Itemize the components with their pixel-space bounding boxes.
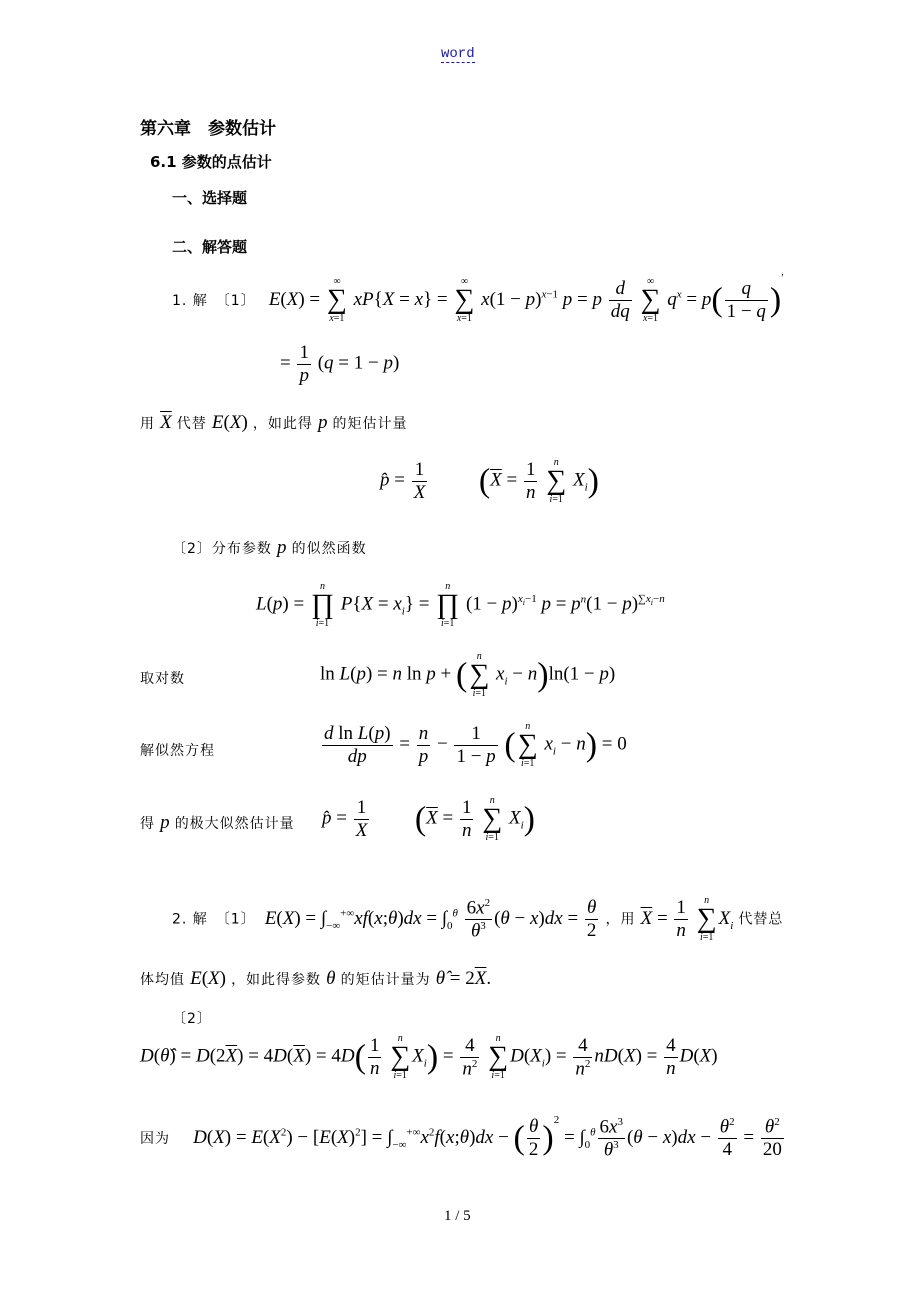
p2-moment-line: 体均值 E(X) ，如此得参数 θ 的矩估计量为 θ̂ = $2\overline{X}$. — [140, 968, 492, 989]
p1-log-label: 取对数 — [140, 671, 185, 687]
header-link[interactable]: word — [441, 46, 475, 62]
p2-label: 2. 解 〔1〕 — [172, 911, 256, 928]
p1-part1-equation: 1. 解 〔1〕 E(X) = ∞ ∑ x=1 xP{X = x} = ∞ ∑ x=1 $x(1 - p)^{x-1}$ p = p $\frac{d}{dq}$ ∞ ∑ x=1 $q^x = p$( $\frac{q}{1 - q}$ )′ — [172, 272, 784, 324]
p1-replace-line: 用 $\overline{X}$ 代替 E(X) ，如此得 p 的矩估计量 — [140, 412, 408, 433]
p2-part2-label: 〔2〕 — [172, 1011, 212, 1027]
p1-mle-label: 得 p 的极大似然估计量 — [140, 812, 295, 833]
chapter-title: 第六章 参数估计 — [140, 119, 276, 139]
p1-likelihood-equation: L(p) = n ∏ i=1 $P\{X = x_i\}$ = n ∏ i=1 $(1 - p)^{x_i-1}$ $p = p^n(1 - p)^{\sum x_i-n}$ — [256, 581, 665, 629]
page-number: 1 / 5 — [444, 1208, 471, 1224]
p1-part2-heading: 〔2〕分布参数 p 的似然函数 — [172, 537, 367, 558]
part-choice-heading: 一、选择题 — [172, 189, 248, 207]
p1-likelihood-derivative: $\frac{\text{d ln L(p)}}{dp}$ = $\frac{n}{p}$ − $\frac{1}{1 - p}$ ( n ∑ i=1 $x_i - n) = 0$ — [324, 721, 627, 769]
part-answer-heading: 二、解答题 — [172, 238, 248, 256]
p2-part1-equation: 2. 解 〔1〕 $E(X) = \int_{-\infty}^{+\infty}xf(x;\theta)dx = \int_0^\theta$ $\frac{6x^2}{\theta^3}$ (θ − x)dx = $\frac{\theta}{2}$ ，用 $\overline{X}$ = $\frac{1}{n}$ n ∑ i=1 $X_i$ 代替总 — [172, 895, 784, 943]
p1-part1-result: = $\frac{1}{p}$ (q = 1 − p) — [280, 342, 400, 386]
p1-moment-estimator: p̂ = $\frac{1}{X}$ ($\overline{X}$ = $\frac{1}{n}$ n ∑ i=1 $X_i$) — [380, 457, 599, 505]
p1-mle-estimator: p̂ = $\frac{1}{X}$ ($\overline{X}$ = $\frac{1}{n}$ n ∑ i=1 $X_i$) — [322, 795, 535, 843]
p1-eq-label: 解似然方程 — [140, 743, 215, 759]
p1-label: 1. 解 〔1〕 — [172, 293, 256, 309]
p2-variance-equation: D(θ̂) = $D(2\overline{X}) = 4D(\overline{X}) = 4D$( $\frac{1}{n}$ n ∑ i=1 $X_i$) = $\frac{4}{n^2}$ n ∑ i=1 $D(X_i)$ = $\frac{4}{n^2}$ nD(X) = $\frac{4}{n}$ D(X) — [140, 1033, 718, 1081]
p2-because-line: 因为 $D(X) = E(X^2) - [E(X)^2]$ = $\int_{-\infty}^{+\infty}x^2f(x;\theta)dx$ − ( $\frac{\theta}{2}$ )$^2 = \int_0^\theta$ $\frac{6x^3}{\theta^3}$ (θ − x)dx − $\frac{\theta^2}{4}$ = $\frac{\theta^2}{20}$ — [140, 1114, 782, 1161]
p1-log-likelihood: ln L(p) = n ln p + ( n ∑ i=1 $x_i - n)\ln(1 - p)$ — [320, 651, 616, 699]
section-title: 6.1 参数的点估计 — [150, 153, 272, 171]
